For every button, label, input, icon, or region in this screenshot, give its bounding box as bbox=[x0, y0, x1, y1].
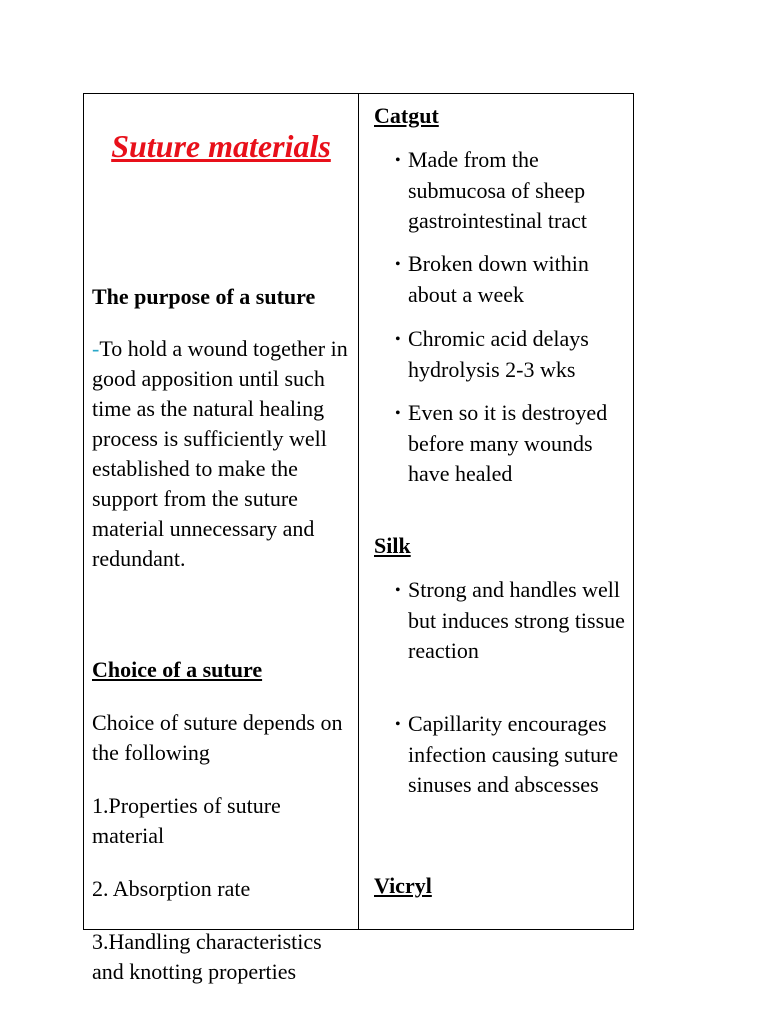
page-title: Suture materials bbox=[111, 128, 331, 164]
vicryl-heading: Vicryl bbox=[374, 873, 432, 898]
catgut-bullet-3: • Chromic acid delays hydrolysis 2-3 wks bbox=[395, 326, 589, 382]
bullet-icon: • bbox=[395, 331, 401, 348]
choice-text: Choice of suture depends on the following bbox=[92, 710, 343, 765]
bullet-icon: • bbox=[395, 716, 401, 733]
catgut-bullet-1: • Made from the submucosa of sheep gastrointestinal tract bbox=[395, 147, 587, 233]
right-column bbox=[359, 94, 633, 929]
catgut-bullet-2: • Broken down within about a week bbox=[395, 251, 589, 307]
purpose-text bbox=[92, 334, 352, 574]
choice-item-2: 2. Absorption rate bbox=[92, 876, 251, 901]
purpose-body: To hold a wound together in good apposition until such time as the natural healing process is sufficiently well established to make the support from the suture material unnecessary and redundant. bbox=[92, 336, 348, 571]
purpose-dash: - bbox=[92, 336, 100, 361]
choice-item-1: 1.Properties of suture material bbox=[92, 793, 281, 848]
content-table bbox=[83, 93, 634, 984]
choice-item-3: 3.Handling characteristics and knotting properties bbox=[92, 929, 322, 984]
choice-heading: Choice of a suture bbox=[92, 657, 263, 682]
catgut-heading: Catgut bbox=[374, 103, 439, 128]
bullet-icon: • bbox=[395, 152, 401, 169]
bullet-icon: • bbox=[395, 256, 401, 273]
silk-bullet-1: • Strong and handles well but induces strong tissue reaction bbox=[395, 577, 625, 663]
silk-bullet-2: • Capillarity encourages infection causing suture sinuses and abscesses bbox=[395, 711, 619, 797]
left-column bbox=[84, 94, 359, 984]
bullet-icon: • bbox=[395, 405, 401, 422]
bullet-icon: • bbox=[395, 582, 401, 599]
catgut-bullet-4: • Even so it is destroyed before many wounds have healed bbox=[395, 400, 608, 486]
silk-heading: Silk bbox=[374, 533, 411, 558]
purpose-heading: The purpose of a suture bbox=[92, 284, 316, 309]
